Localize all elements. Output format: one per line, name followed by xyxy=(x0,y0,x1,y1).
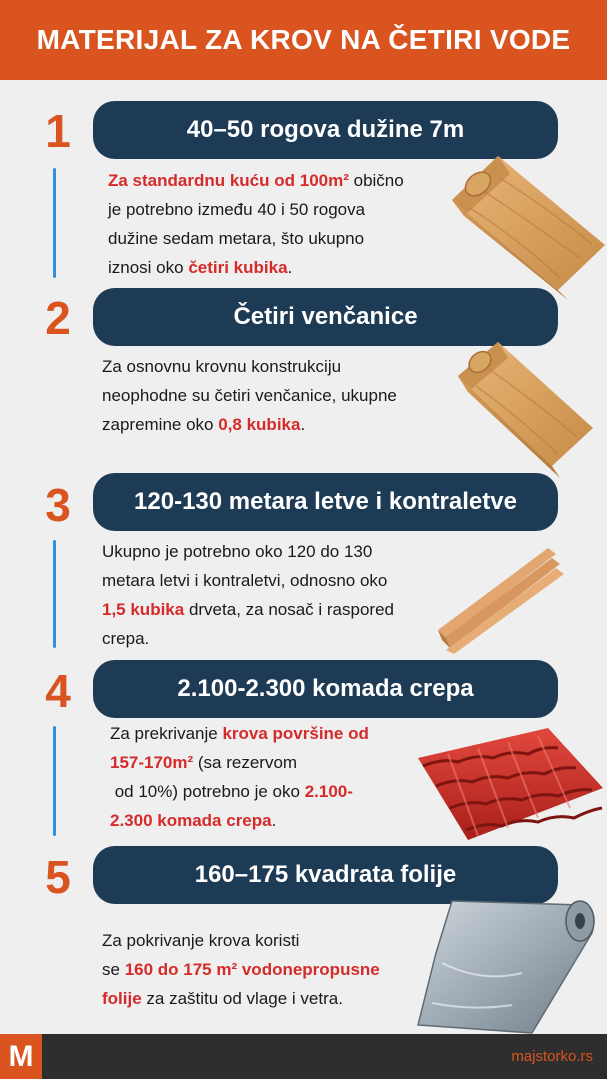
step-divider-line xyxy=(53,540,56,648)
step-number-5: 5 xyxy=(45,851,71,903)
highlight-text: Za standardnu kuću od 100m² xyxy=(108,171,349,190)
highlight-text: 1,5 kubika xyxy=(102,600,185,619)
highlight-text: 0,8 kubika xyxy=(218,415,301,434)
description-line xyxy=(110,777,369,806)
highlight-text: četiri kubika xyxy=(188,258,288,277)
site-url[interactable]: majstorko.rs xyxy=(511,1048,593,1065)
description-line xyxy=(102,566,394,595)
page-title: MATERIJAL ZA KROV NA ČETIRI VODE xyxy=(0,0,607,80)
step-number-2: 2 xyxy=(45,292,71,344)
step-description-3 xyxy=(102,537,394,653)
step-divider-line xyxy=(53,168,56,278)
body-text: metara letvi i kontraletvi, odnosno oko xyxy=(102,571,388,590)
highlight-text: 2.300 komada crepa xyxy=(110,811,272,830)
description-line xyxy=(108,166,404,195)
description-line xyxy=(110,806,369,835)
highlight-text: 157-170m² xyxy=(110,753,194,772)
wooden-beam-icon xyxy=(440,150,607,300)
body-text: za zaštitu od vlage i vetra. xyxy=(141,989,343,1008)
description-line xyxy=(102,926,380,955)
step-description-1 xyxy=(108,166,404,282)
step-description-2 xyxy=(102,352,397,439)
body-text: Za prekrivanje xyxy=(110,724,223,743)
body-text: dužine sedam metara, što ukupno xyxy=(108,229,365,248)
body-text: crepa. xyxy=(102,629,150,648)
footer xyxy=(0,1034,607,1079)
body-text: neophodne su četiri venčanice, ukupne xyxy=(102,386,397,405)
foil-roll-icon xyxy=(412,893,602,1038)
description-line xyxy=(102,381,397,410)
description-line xyxy=(102,410,397,439)
description-line xyxy=(108,195,404,224)
highlight-text: krova površine od xyxy=(222,724,369,743)
body-text: iznosi oko xyxy=(108,258,189,277)
body-text: . xyxy=(300,415,306,434)
description-line xyxy=(102,352,397,381)
step-title-2: Četiri venčanice xyxy=(93,288,558,346)
step-title-4: 2.100-2.300 komada crepa xyxy=(93,660,558,718)
step-description-5 xyxy=(102,926,380,1013)
wooden-slats-icon xyxy=(438,542,568,654)
body-text: Za pokrivanje krova koristi xyxy=(102,931,300,950)
description-line xyxy=(108,224,404,253)
body-text: Ukupno je potrebno oko 120 do 130 xyxy=(102,542,373,561)
step-number-3: 3 xyxy=(45,479,71,531)
body-text: od 10%) potrebno je oko xyxy=(110,782,305,801)
description-line xyxy=(102,624,394,653)
description-line xyxy=(108,253,404,282)
body-text: . xyxy=(271,811,277,830)
body-text: zapremine oko xyxy=(102,415,219,434)
step-title-5: 160–175 kvadrata folije xyxy=(93,846,558,904)
description-line xyxy=(102,955,380,984)
body-text: . xyxy=(287,258,293,277)
step-number-1: 1 xyxy=(45,105,71,157)
description-line xyxy=(102,537,394,566)
step-title-3: 120-130 metara letve i kontraletve xyxy=(93,473,558,531)
description-line xyxy=(110,719,369,748)
highlight-text: folije xyxy=(102,989,142,1008)
body-text: drveta, za nosač i raspored xyxy=(184,600,394,619)
highlight-text: 160 do 175 m² vodonepropusne xyxy=(124,960,380,979)
body-text: je potrebno između 40 i 50 rogova xyxy=(108,200,366,219)
step-divider-line xyxy=(53,726,56,836)
body-text: se xyxy=(102,960,125,979)
roof-tiles-icon xyxy=(398,718,607,846)
description-line xyxy=(102,595,394,624)
wooden-beam-icon xyxy=(448,336,598,481)
step-title-1: 40–50 rogova dužine 7m xyxy=(93,101,558,159)
step-description-4 xyxy=(110,719,369,835)
highlight-text: 2.100- xyxy=(304,782,353,801)
body-text: (sa rezervom xyxy=(193,753,298,772)
step-number-4: 4 xyxy=(45,665,71,717)
body-text: obično xyxy=(348,171,404,190)
description-line xyxy=(110,748,369,777)
description-line xyxy=(102,984,380,1013)
body-text: Za osnovnu krovnu konstrukciju xyxy=(102,357,342,376)
brand-logo: M xyxy=(0,1034,42,1079)
